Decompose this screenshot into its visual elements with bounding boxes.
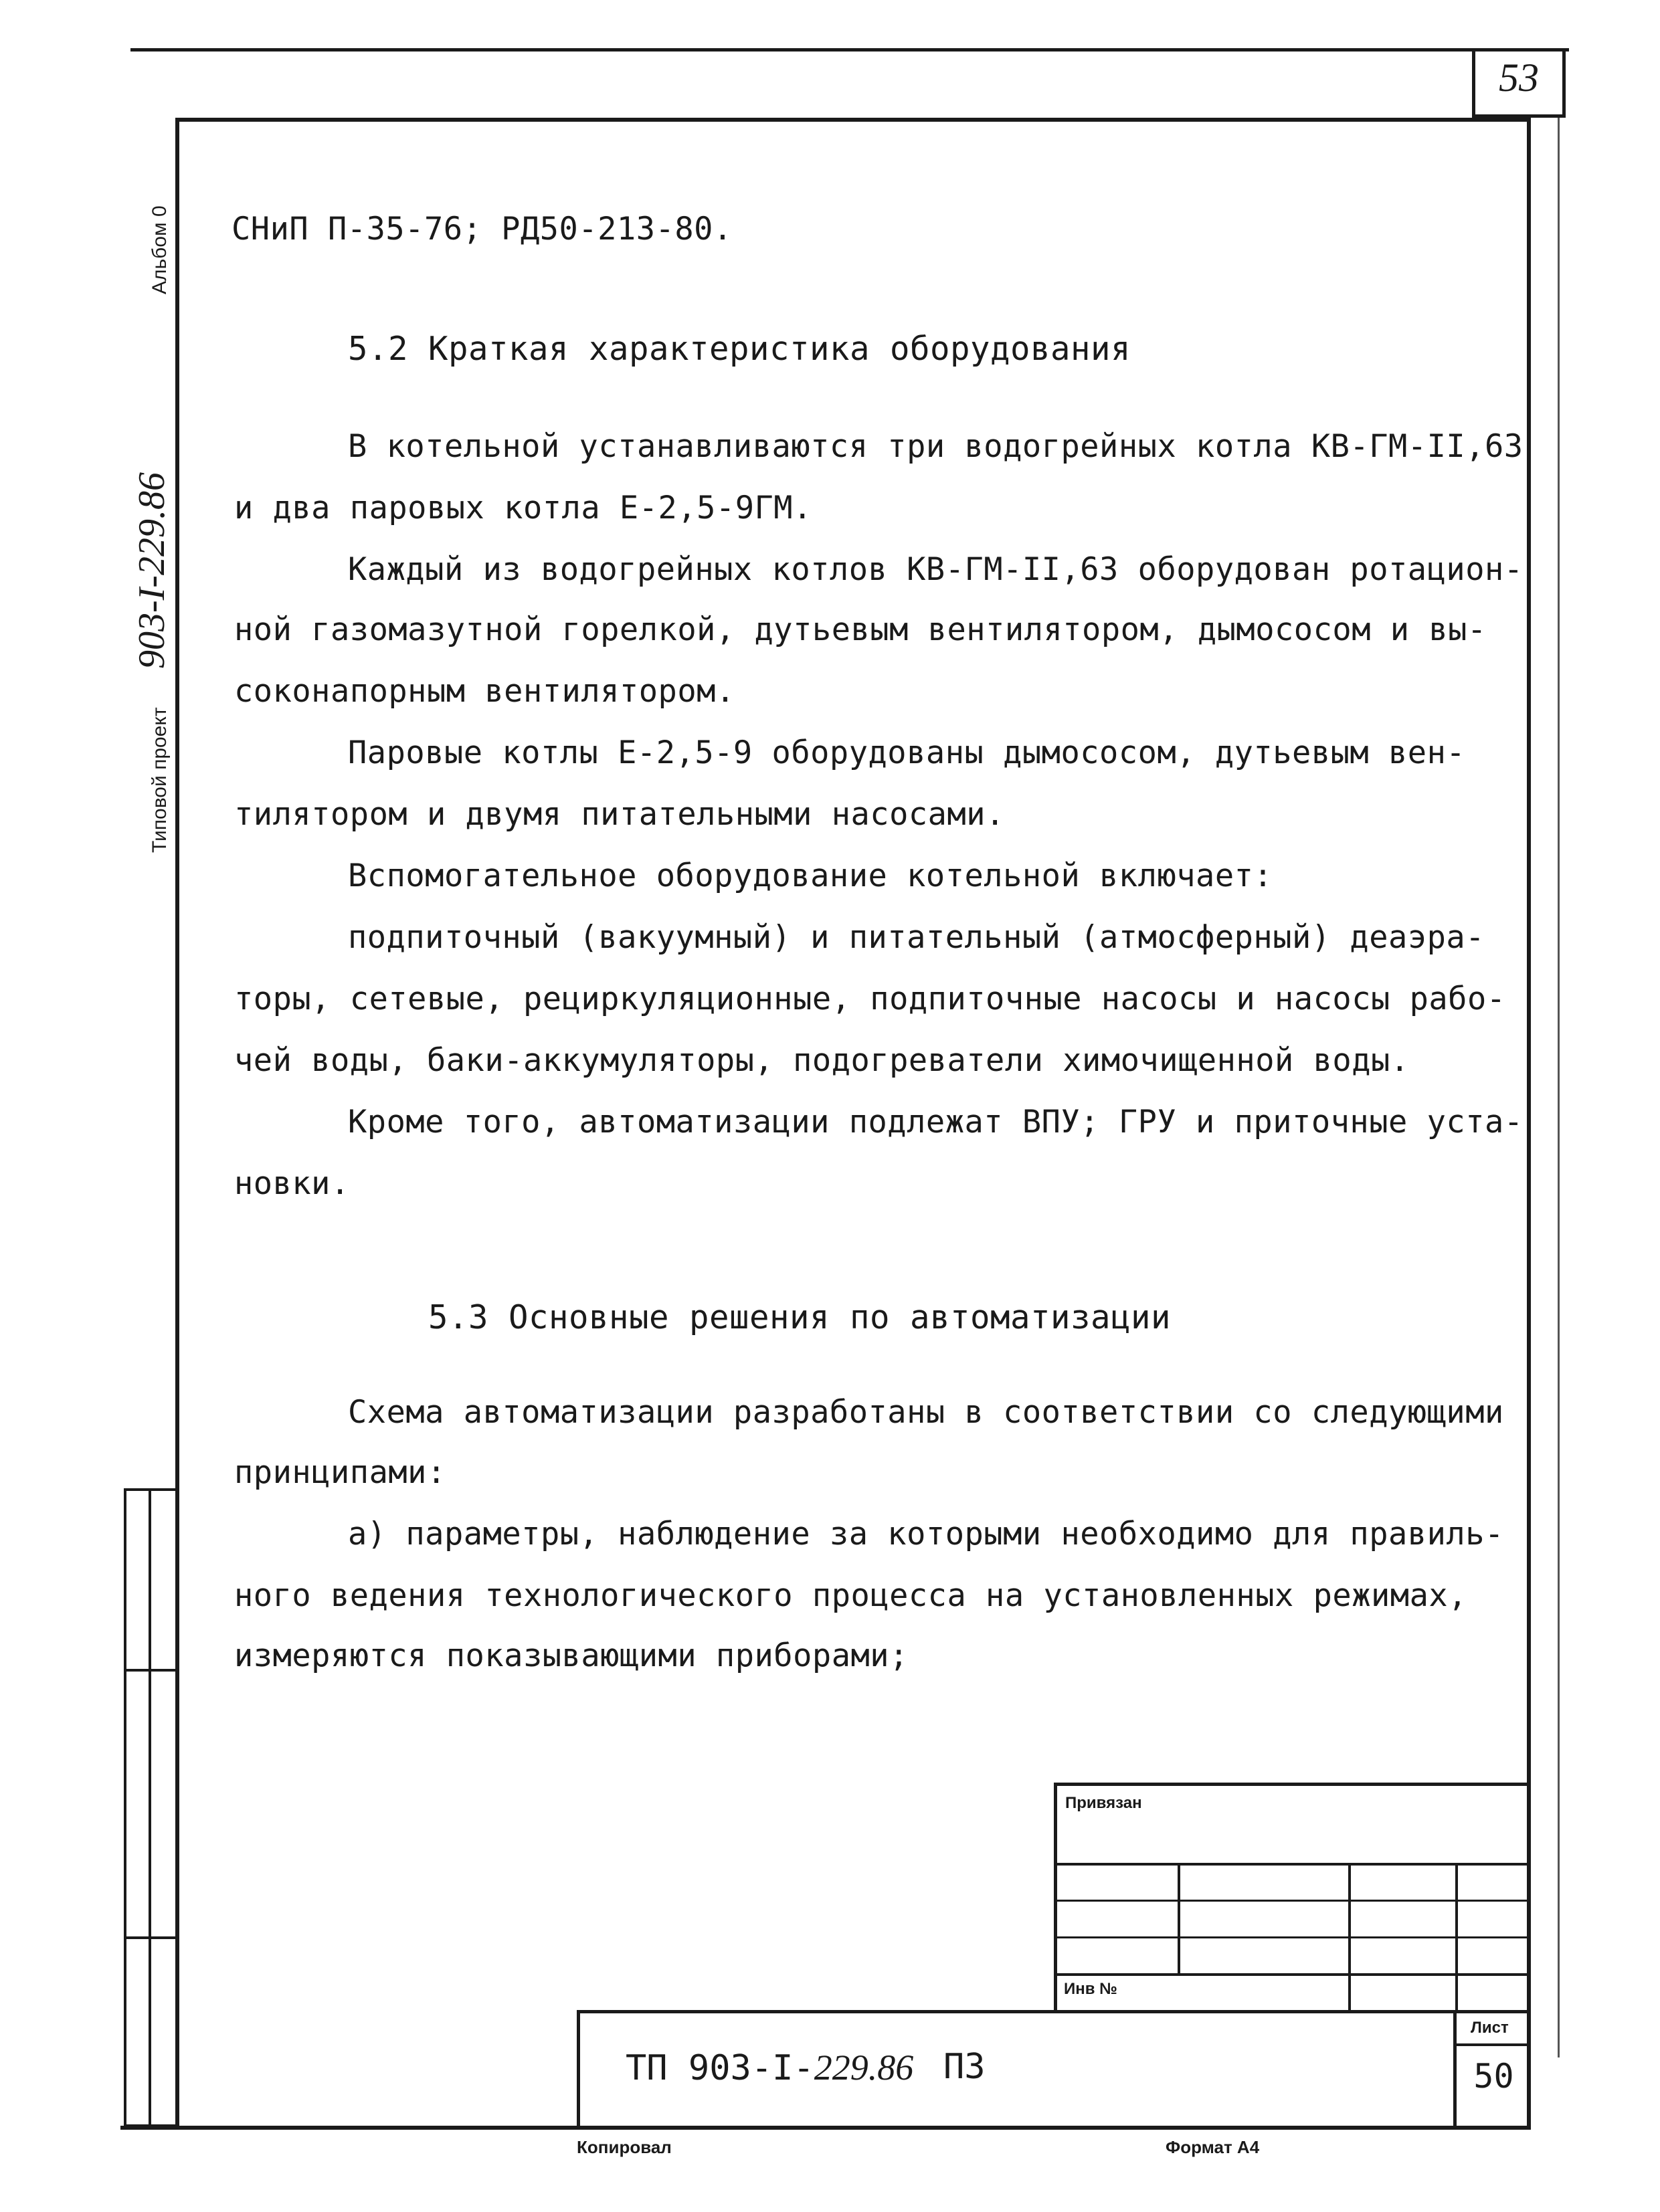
sheet-box-divider [1453, 2043, 1530, 2046]
paragraph-line-3: Каждый из водогрейных котлов КВ-ГМ-II,63 оборудован ротацион- [348, 551, 1524, 588]
frame-right-outer-line [1558, 118, 1560, 2057]
doc-code-prefix: ТП 903-I- [626, 2048, 814, 2088]
inv-number-label: Инв № [1064, 1980, 1117, 1998]
top-border-line [130, 48, 1569, 52]
doc-code [626, 2047, 913, 2088]
privyazan-col-line-3 [1455, 1863, 1458, 2013]
sheet-box-left-line [1453, 2010, 1457, 2126]
principles-line-5: измеряются показывающими приборами; [234, 1637, 909, 1674]
privyazan-label: Привязан [1065, 1794, 1142, 1812]
section-5-2-heading: 5.2 Краткая характеристика оборудования [348, 330, 1131, 368]
paragraph-line-8: Вспомогательное оборудование котельной включает: [348, 858, 1273, 894]
format-label: Формат А4 [1166, 2137, 1260, 2157]
side-project-label: Типовой проект [149, 707, 171, 853]
left-box-inner-line [149, 1488, 151, 2127]
doc-code-number: 229.86 [814, 2047, 914, 2088]
paragraph-line-12: Кроме того, автоматизации подлежат ВПУ; ГРУ и приточные уста- [348, 1104, 1524, 1140]
paragraph-line-7: тилятором и двумя питательными насосами. [234, 796, 1005, 833]
principles-line-3: а) параметры, наблюдение за которыми необходимо для правиль- [348, 1516, 1504, 1552]
sheet-label: Лист [1471, 2019, 1509, 2037]
paragraph-line-4: ной газомазутной горелкой, дутьевым вентилятором, дымососом и вы- [234, 611, 1487, 648]
paragraph-line-5: соконапорным вентилятором. [234, 673, 735, 710]
reference-line: СНиП П-35-76; РД50-213-80. [232, 211, 733, 247]
paragraph-line-2: и два паровых котла Е-2,5-9ГМ. [234, 490, 812, 526]
paragraph-line-6: Паровые котлы Е-2,5-9 оборудованы дымососом, дутьевым вен- [348, 734, 1466, 771]
paragraph-line-9: подпиточный (вакуумный) и питательный (атмосферный) деаэра- [348, 919, 1485, 956]
principles-line-2: принципами: [234, 1454, 446, 1491]
principles-line-4: ного ведения технологического процесса на установленных режимах, [234, 1577, 1467, 1614]
section-5-3-heading: 5.3 Основные решения по автоматизации [428, 1298, 1172, 1336]
paragraph-line-1: В котельной устанавливаются три водогрейных котла КВ-ГМ-II,63 [348, 428, 1524, 465]
privyazan-col-line-1 [1178, 1863, 1180, 1973]
doc-type: ПЗ [943, 2047, 986, 2087]
page-number-top: 53 [1499, 56, 1539, 100]
paragraph-line-10: торы, сетевые, рециркуляционные, подпиточные насосы и насосы рабо- [234, 981, 1506, 1017]
frame-top-line [175, 118, 1530, 122]
paragraph-line-13: новки. [234, 1165, 350, 1202]
side-project-code: 903-I-229.86 [131, 472, 173, 669]
sheet-number: 50 [1473, 2057, 1514, 2096]
principles-line-1: Схема автоматизации разработаны в соответствии со следующими [348, 1394, 1504, 1431]
paragraph-line-11: чей воды, баки-аккумуляторы, подогреватели химочищенной воды. [234, 1042, 1410, 1079]
copied-label: Копировал [577, 2137, 672, 2157]
privyazan-col-line-2 [1348, 1863, 1351, 2013]
side-album-label: Альбом 0 [149, 205, 171, 294]
